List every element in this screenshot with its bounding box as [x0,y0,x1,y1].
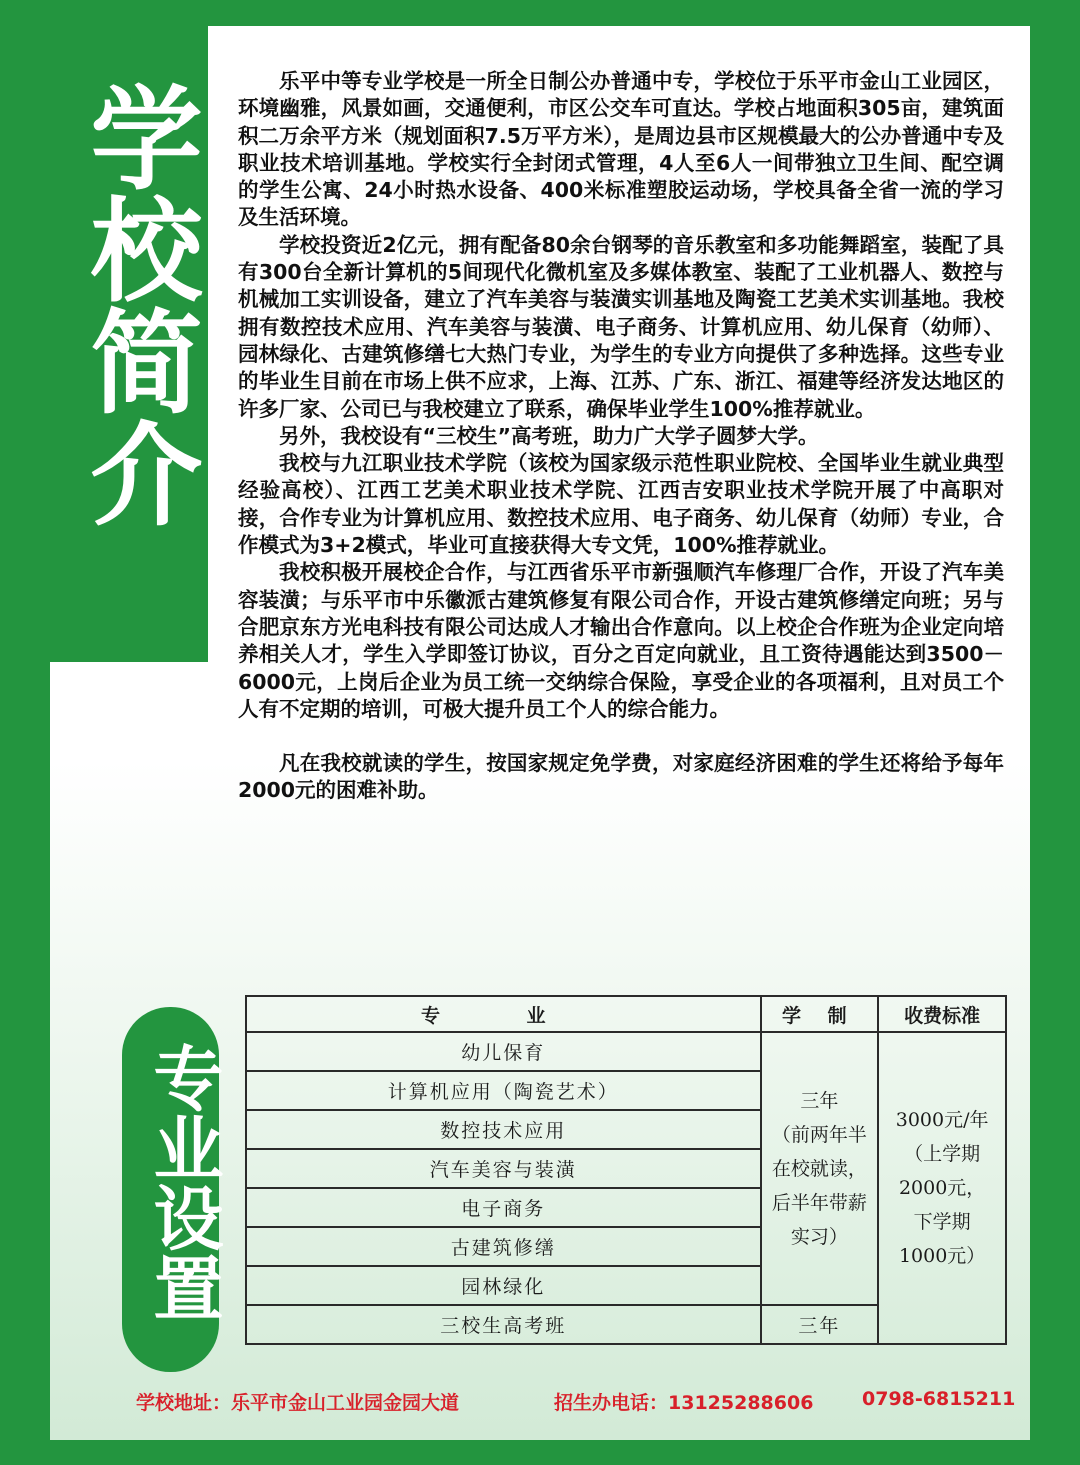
page-title: 学校简介 [72,80,202,528]
major-cell: 幼儿保育 [246,1032,761,1071]
header-major: 专 业 [246,996,761,1032]
major-cell: 汽车美容与装潢 [246,1149,761,1188]
fee-line: 1000元） [898,1245,986,1267]
major-cell: 数控技术应用 [246,1110,761,1149]
intro-paragraph: 凡在我校就读的学生，按国家规定免学费，对家庭经济困难的学生还将给予每年2000元的困难补助。 [238,751,1004,803]
duration-cell [761,1032,879,1305]
major-cell: 电子商务 [246,1188,761,1227]
fee-line: 下学期 [913,1211,971,1233]
table-row [246,1032,1006,1071]
table-header-row [246,996,1006,1032]
major-cell: 园林绿化 [246,1266,761,1305]
major-cell: 三校生高考班 [246,1305,761,1344]
duration-line: 实习） [790,1225,848,1248]
header-fee: 收费标准 [878,996,1006,1032]
intro-paragraph: 另外，我校设有“三校生”高考班，助力广大学子圆梦大学。 [279,423,819,448]
duration-cell: 三年 [761,1305,879,1344]
duration-line: 三年 [800,1089,839,1112]
footer-address: 学校地址：乐平市金山工业园金园大道 [136,1392,460,1414]
footer-phone-2: 0798-6815211 [862,1388,1016,1410]
intro-paragraph: 乐平中等专业学校是一所全日制公办普通中专，学校位于乐平市金山工业园区，环境幽雅，风景如画，交通便利，市区公交车可直达。学校占地面积305亩，建筑面积二万余平方米（规划面积7.5万平方米），是周边县市区规模最大的公办普通中专及职业技术培训基地。学校实行全封闭式管理，4人至6人一间带独立卫生间、配空调的学生公寓、24小时热水设备、400米标准塑胶运动场，学校具备全省一流的学习及生活环境。 [238,69,1004,230]
duration-line: 后半年带薪 [771,1191,867,1214]
majors-table [245,995,1007,1345]
intro-paragraph: 我校与九江职业技术学院（该校为国家级示范性职业院校、全国毕业生就业典型经验高校）、江西工艺美术职业技术学院、江西吉安职业技术学院开展了中高职对接，合作专业为计算机应用、数控技术应用、电子商务、幼儿保育（幼师）专业，合作模式为3+2模式，毕业可直接获得大专文凭，100%推荐就业。 [238,451,1004,558]
majors-title: 专业设置 [142,1042,224,1322]
fee-line: 2000元， [898,1177,986,1199]
intro-text [238,68,1004,805]
fee-cell [878,1032,1006,1344]
major-cell: 古建筑修缮 [246,1227,761,1266]
duration-line: 在校就读， [771,1157,867,1180]
major-cell: 计算机应用（陶瓷艺术） [246,1071,761,1110]
fee-line: 3000元/年 [895,1109,989,1131]
header-duration: 学 制 [761,996,879,1032]
fee-line: （上学期 [904,1143,981,1165]
intro-paragraph: 我校积极开展校企合作，与江西省乐平市新强顺汽车修理厂合作，开设了汽车美容装潢；与乐平市中乐徽派古建筑修复有限公司合作，开设古建筑修缮定向班；另与合肥京东方光电科技有限公司达成人才输出合作意向。以上校企合作班为企业定向培养相关人才，学生入学即签订协议，百分之百定向就业，且工资待遇能达到3500－6000元，上岗后企业为员工统一交纳综合保险，享受企业的各项福利，且对员工个人有不定期的培训，可极大提升员工个人的综合能力。 [238,560,1004,721]
footer-phone: 招生办电话：13125288606 [554,1392,814,1414]
intro-paragraph: 学校投资近2亿元，拥有配备80余台钢琴的音乐教室和多功能舞蹈室，装配了具有300台全新计算机的5间现代化微机室及多媒体教室、装配了工业机器人、数控与机械加工实训设备，建立了汽车美容与装潢实训基地及陶瓷工艺美术实训基地。我校拥有数控技术应用、汽车美容与装潢、电子商务、计算机应用、幼儿保育（幼师）、园林绿化、古建筑修缮七大热门专业，为学生的专业方向提供了多种选择。这些专业的毕业生目前在市场上供不应求，上海、江苏、广东、浙江、福建等经济发达地区的许多厂家、公司已与我校建立了联系，确保毕业学生100%推荐就业。 [238,232,1004,421]
duration-line: （前两年半 [771,1123,867,1146]
